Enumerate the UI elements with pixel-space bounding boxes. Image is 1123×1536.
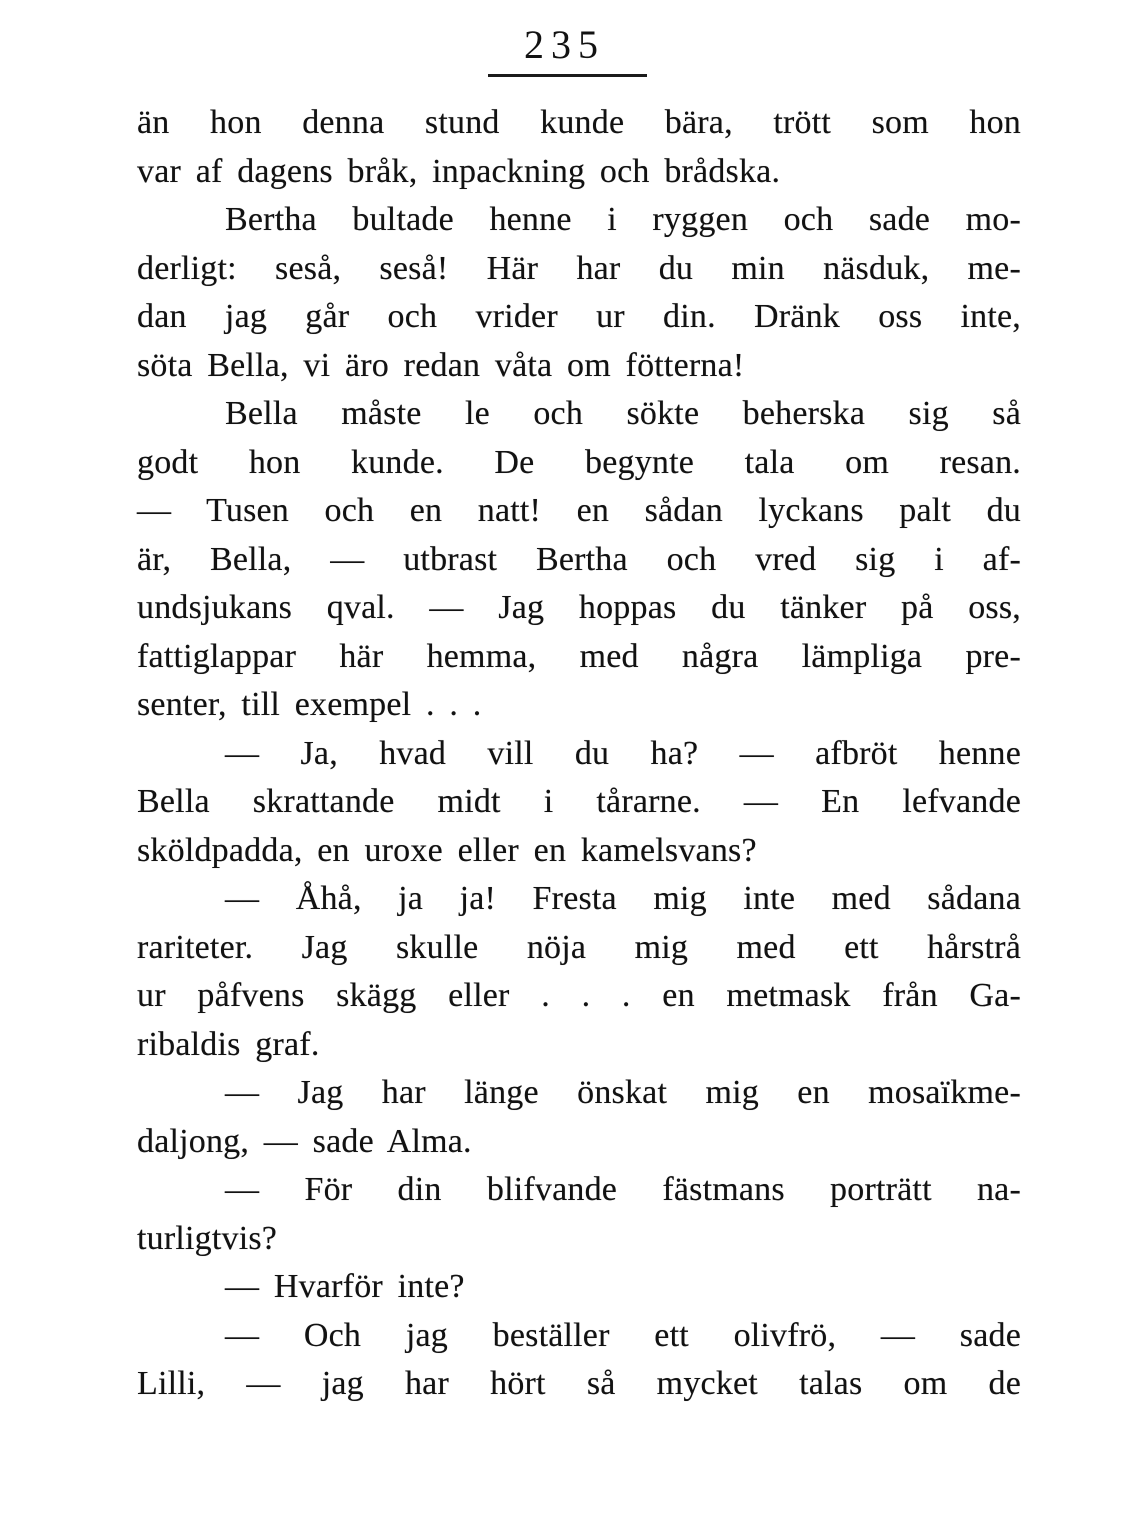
text-line: — Åhå, ja ja! Fresta mig inte med sådana bbox=[225, 880, 1021, 917]
text-line: ur påfvens skägg eller . . . en metmask från Ga- bbox=[137, 977, 1021, 1014]
text-line: senter, till exempel . . . bbox=[137, 686, 482, 723]
text-line: turligtvis? bbox=[137, 1219, 278, 1257]
text-line: dan jag går och vrider ur din. Dränk oss inte, bbox=[137, 298, 1021, 335]
text-line: sköldpadda, en uroxe eller en kamelsvans? bbox=[137, 831, 757, 869]
page-number: 235 bbox=[488, 24, 647, 77]
text-line: Bella måste le och sökte beherska sig så bbox=[225, 395, 1021, 432]
text-line: Lilli, — jag har hört så mycket talas om de bbox=[137, 1365, 1021, 1402]
text-line: Bella skrattande midt i tårarne. — En lefvande bbox=[137, 783, 1021, 820]
text-line: — För din blifvande fästmans porträtt na- bbox=[225, 1171, 1021, 1208]
text-line: söta Bella, vi äro redan våta om fötterna! bbox=[137, 346, 745, 384]
text-line: är, Bella, — utbrast Bertha och vred sig i af- bbox=[137, 540, 1021, 578]
text-line: — Jag har länge önskat mig en mosaïkme- bbox=[225, 1074, 1021, 1111]
text-line: derligt: seså, seså! Här har du min näsduk, me- bbox=[137, 249, 1021, 287]
text-line: godt hon kunde. De begynte tala om resan. bbox=[137, 443, 1021, 481]
text-line: — Och jag beställer ett olivfrö, — sade bbox=[225, 1316, 1021, 1354]
text-line: fattiglappar här hemma, med några lämpliga pre- bbox=[137, 637, 1021, 675]
text-line: — Hvarför inte? bbox=[225, 1268, 465, 1305]
text-line: — Tusen och en natt! en sådan lyckans palt du bbox=[137, 492, 1021, 529]
text-line: än hon denna stund kunde bära, trött som hon bbox=[137, 104, 1021, 141]
text-line: daljong, — sade Alma. bbox=[137, 1122, 472, 1160]
body-text-block bbox=[137, 99, 1021, 1409]
text-line: — Ja, hvad vill du ha? — afbröt henne bbox=[225, 734, 1021, 772]
page-header bbox=[0, 0, 1123, 77]
text-line: undsjukans qval. — Jag hoppas du tänker på oss, bbox=[137, 589, 1021, 626]
text-line: ribaldis graf. bbox=[137, 1025, 320, 1063]
text-line: var af dagens bråk, inpackning och brådska. bbox=[137, 152, 781, 190]
text-line: rariteter. Jag skulle nöja mig med ett hårstrå bbox=[137, 928, 1021, 966]
text-line: Bertha bultade henne i ryggen och sade mo- bbox=[225, 201, 1021, 238]
